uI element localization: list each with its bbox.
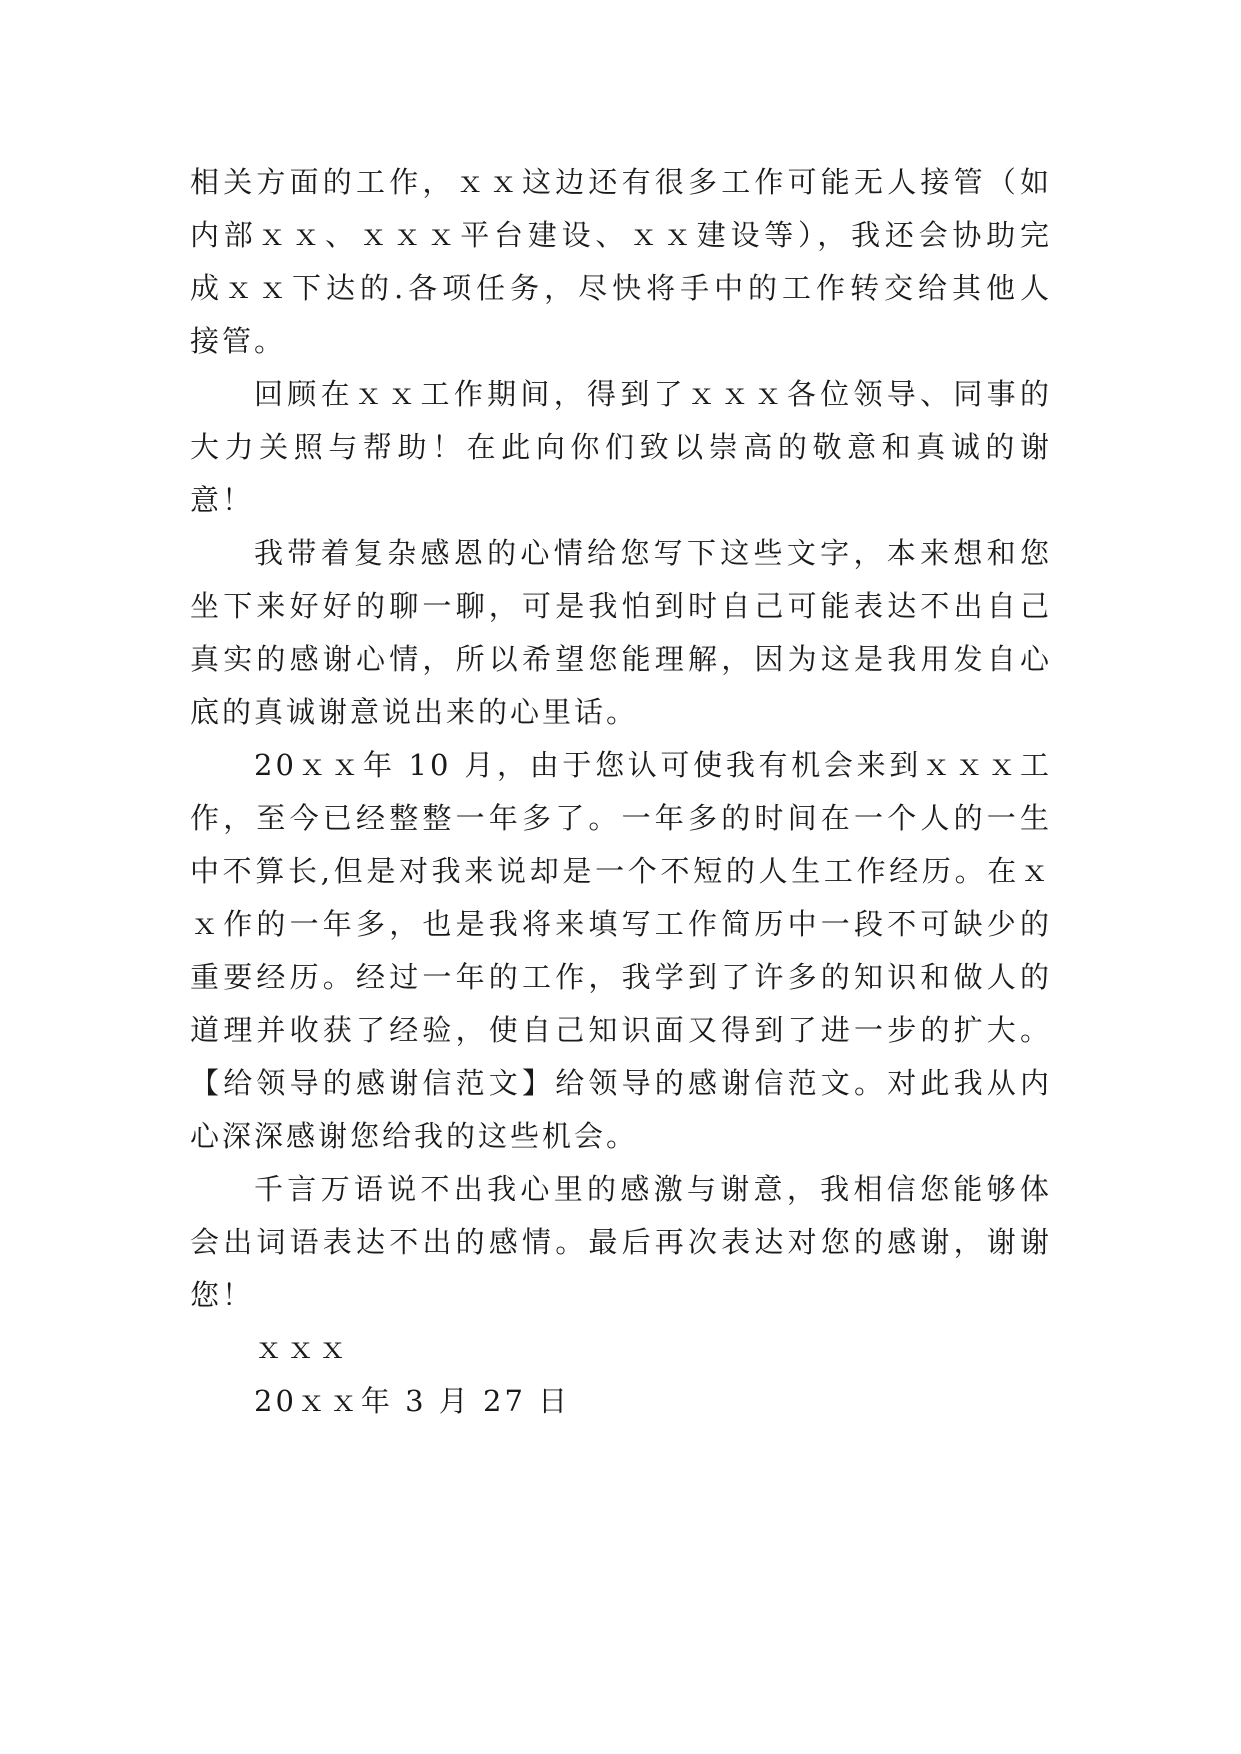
text-line: 相关方面的工作，ｘｘ这边还有很多工作可能无人接管（如 [190, 165, 1052, 199]
text-line: 意！ [190, 483, 255, 517]
text-line: 心深深感谢您给我的这些机会。 [190, 1119, 639, 1153]
text-line: 重要经历。经过一年的工作，我学到了许多的知识和做人的 [190, 960, 1052, 994]
text-line: 成ｘｘ下达的.各项任务，尽快将手中的工作转交给其他人 [190, 271, 1052, 305]
text-line: 作，至今已经整整一年多了。一年多的时间在一个人的一生 [190, 801, 1052, 835]
letter-body [190, 156, 1052, 1428]
paragraph-4 [190, 739, 1052, 1163]
signature-block [190, 1322, 1052, 1428]
text-line: 会出词语表达不出的感情。最后再次表达对您的感谢，谢谢 [190, 1225, 1052, 1259]
text-line: 大力关照与帮助！在此向你们致以崇高的敬意和真诚的谢 [190, 430, 1052, 464]
text-line: 20ｘｘ年 10 月，由于您认可使我有机会来到ｘｘｘ工 [254, 748, 1052, 782]
text-line: 真实的感谢心情，所以希望您能理解，因为这是我用发自心 [190, 642, 1052, 676]
text-line: 千言万语说不出我心里的感激与谢意，我相信您能够体 [254, 1172, 1052, 1206]
paragraph-5 [190, 1163, 1052, 1322]
text-line: 【给领导的感谢信范文】给领导的感谢信范文。对此我从内 [190, 1066, 1052, 1100]
paragraph-3 [190, 527, 1052, 739]
text-line: 底的真诚谢意说出来的心里话。 [190, 695, 639, 729]
text-line: 我带着复杂感恩的心情给您写下这些文字，本来想和您 [254, 536, 1052, 570]
text-line: ｘ作的一年多，也是我将来填写工作简历中一段不可缺少的 [190, 907, 1052, 941]
text-line: 接管。 [190, 324, 287, 358]
signature-date: 20ｘｘ年 3 月 27 日 [254, 1384, 571, 1418]
text-line: 道理并收获了经验，使自己知识面又得到了进一步的扩大。 [190, 1013, 1052, 1047]
paragraph-1 [190, 156, 1052, 368]
text-line: 坐下来好好的聊一聊，可是我怕到时自己可能表达不出自己 [190, 589, 1052, 623]
text-line: 您！ [190, 1278, 255, 1312]
text-line: 内部ｘｘ、ｘｘｘ平台建设、ｘｘ建设等），我还会协助完 [190, 218, 1052, 252]
paragraph-2 [190, 368, 1052, 527]
text-line: 回顾在ｘｘ工作期间，得到了ｘｘｘ各位领导、同事的 [254, 377, 1052, 411]
text-line: 中不算长,但是对我来说却是一个不短的人生工作经历。在ｘ [190, 854, 1052, 888]
signature-name: ｘｘｘ [254, 1331, 351, 1365]
